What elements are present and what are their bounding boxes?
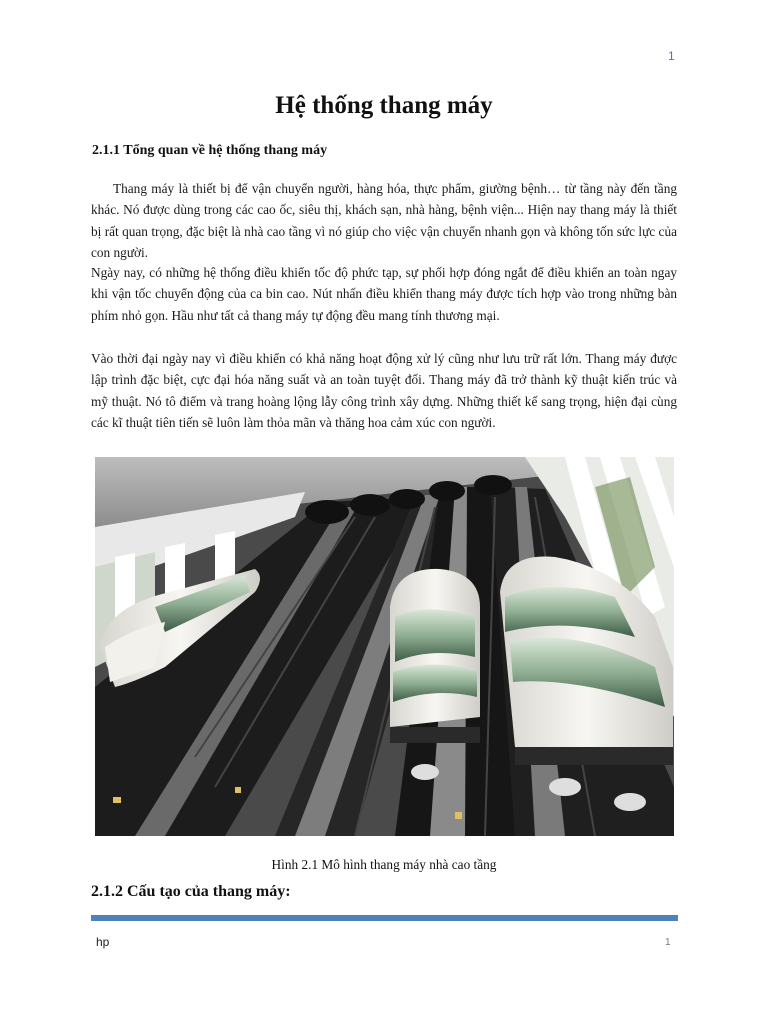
section-heading-overview: 2.1.1 Tổng quan về hệ thống thang máy (92, 143, 328, 158)
header-page-number: 1 (668, 49, 675, 63)
paragraph-intro: Thang máy là thiết bị để vận chuyển người, hàng hóa, thực phẩm, giường bệnh… từ tầng này đến tầng khác. Nó được dùng trong các cao ốc, siêu thị, khách sạn, nhà hàng, bệnh viện... Hiện nay thang máy là thiết bị rất quan trọng, đặc biệt là nhà cao tầng vì nó giúp cho việc vận chuyển nhanh gọn và không tốn sức lực của con người. (91, 181, 677, 261)
paragraph-control-systems: Ngày nay, có những hệ thống điều khiển tốc độ phức tạp, sự phối hợp đóng ngắt để điều khiển an toàn ngay khi vận tốc chuyển động của ca bin cao. Nút nhấn điều khiển thang máy được tích hợp vào trong những bàn phím nhỏ gọn. Hầu như tất cả thang máy tự động đều mang tính thương mại. (91, 265, 677, 323)
footer-divider (91, 915, 678, 921)
document-title: Hệ thống thang máy (275, 92, 493, 119)
elevator-photo (95, 457, 674, 836)
figure-caption: Hình 2.1 Mô hình thang máy nhà cao tầng (271, 857, 497, 872)
paragraph-modern-elevators: Vào thời đại ngày nay vì điều khiển có khả năng hoạt động xử lý cũng như lưu trữ rất lớn. Thang máy được lập trình đặc biệt, cực đại hóa năng suất và an toàn tuyệt đối. Thang máy đã trở thành kỹ thuật kiến trúc và mỹ thuật. Nó tô điểm và trang hoàng lộng lẫy công trình xây dựng. Những thiết kế sang trọng, hiện đại cùng các kĩ thuật tiên tiến sẽ luôn làm thỏa mãn và thăng hoa cảm xúc con người. (91, 351, 677, 431)
footer-text: hp (96, 935, 110, 949)
section-heading-structure: 2.1.2 Cấu tạo của thang máy: (91, 883, 291, 900)
footer-page-number: 1 (665, 937, 671, 948)
